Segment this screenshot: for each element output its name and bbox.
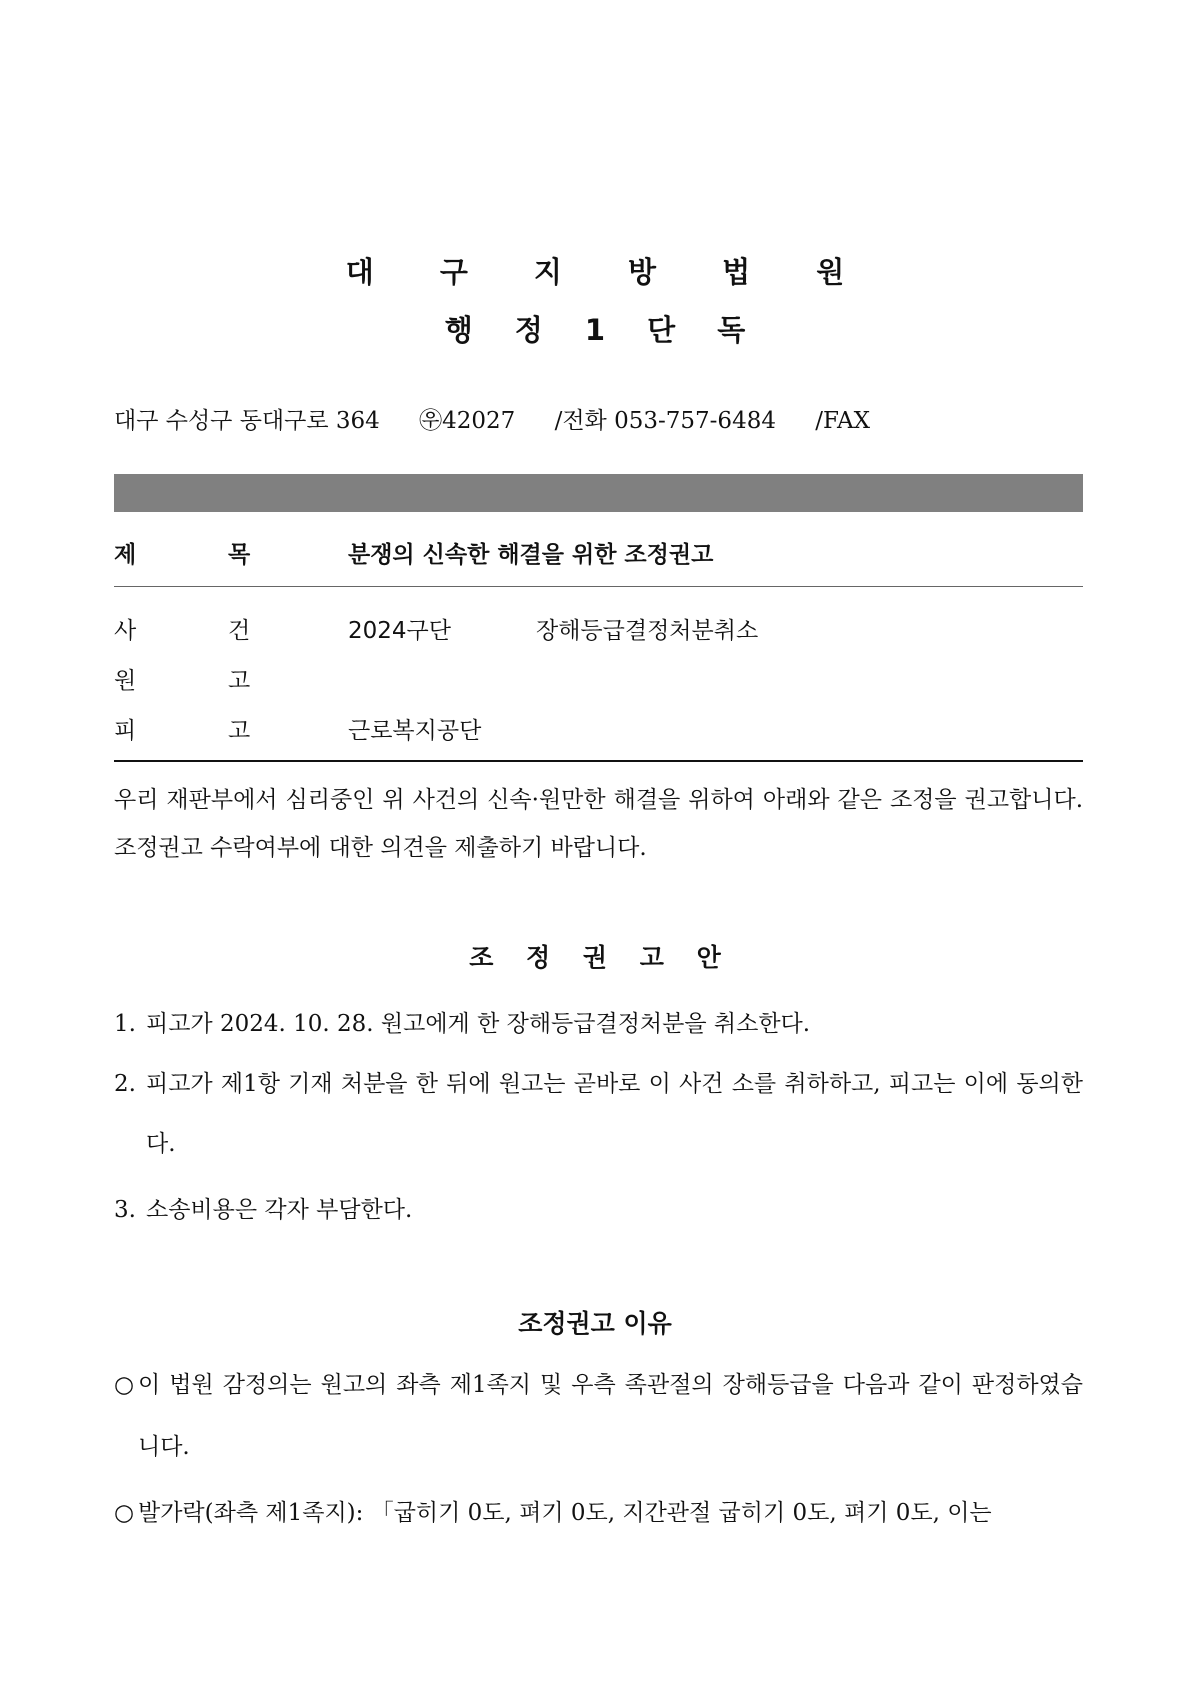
postal-code: ㉾42027 (419, 408, 516, 434)
list-item (114, 1000, 1083, 1048)
subject-value: 분쟁의 신속한 해결을 위한 조정권고 (348, 542, 714, 568)
proposal-title: 조 정 권 고 안 (469, 943, 733, 972)
case-label-a: 사 (114, 618, 137, 644)
divider (114, 586, 1083, 587)
item-number: 1. (114, 1011, 136, 1037)
list-item (114, 1186, 1083, 1234)
list-item (114, 1360, 1083, 1478)
proposal-list (114, 1000, 1083, 1234)
division-name: 행 정 1 단 독 (444, 313, 762, 347)
subject-label-a: 제 (114, 542, 137, 568)
phone-number: /전화 053-757-6484 (554, 408, 776, 434)
case-name: 장해등급결정처분취소 (536, 618, 759, 644)
fax-label: /FAX (815, 408, 870, 434)
item-text: 발가락(좌측 제1족지): 「굽히기 0도, 펴기 0도, 지간관절 굽히기 0도, 펴기 0도, 이는 (138, 1500, 992, 1526)
item-text: 소송비용은 각자 부담한다. (146, 1197, 413, 1223)
reasons-title: 조정권고 이유 (518, 1309, 672, 1338)
circle-bullet-icon: ○ (114, 1500, 135, 1526)
subject-label-b: 목 (228, 542, 251, 568)
item-number: 2. (114, 1071, 136, 1097)
reasons-list (114, 1360, 1083, 1538)
intro-paragraph: 우리 재판부에서 심리중인 위 사건의 신속·원만한 해결을 위하여 아래와 같은 조정을 권고합니다. 조정권고 수락여부에 대한 의견을 제출하기 바랍니다. (114, 787, 1083, 861)
court-name: 대 구 지 방 법 원 (345, 255, 873, 289)
street-address: 대구 수성구 동대구로 364 (114, 408, 380, 434)
item-text: 이 법원 감정의는 원고의 좌측 제1족지 및 우측 족관절의 장해등급을 다음과 같이 판정하였습니다. (138, 1372, 1083, 1460)
item-text: 피고가 제1항 기재 처분을 한 뒤에 원고는 곧바로 이 사건 소를 취하하고, 피고는 이에 동의한다. (146, 1071, 1083, 1157)
circle-bullet-icon: ○ (114, 1372, 135, 1398)
item-text: 피고가 2024. 10. 28. 원고에게 한 장해등급결정처분을 취소한다. (146, 1011, 811, 1037)
table-bottom-rule (114, 760, 1083, 762)
plaintiff-label-b: 고 (228, 668, 251, 694)
list-item (114, 1060, 1083, 1174)
defendant-label-a: 피 (114, 718, 137, 744)
court-address-line (114, 402, 902, 435)
case-number: 2024구단 (348, 618, 451, 644)
item-number: 3. (114, 1197, 136, 1223)
defendant-value: 근로복지공단 (348, 718, 482, 744)
case-label-b: 건 (228, 618, 251, 644)
header-bar (114, 474, 1083, 512)
list-item (114, 1488, 1083, 1538)
defendant-label-b: 고 (228, 718, 251, 744)
plaintiff-label-a: 원 (114, 668, 137, 694)
